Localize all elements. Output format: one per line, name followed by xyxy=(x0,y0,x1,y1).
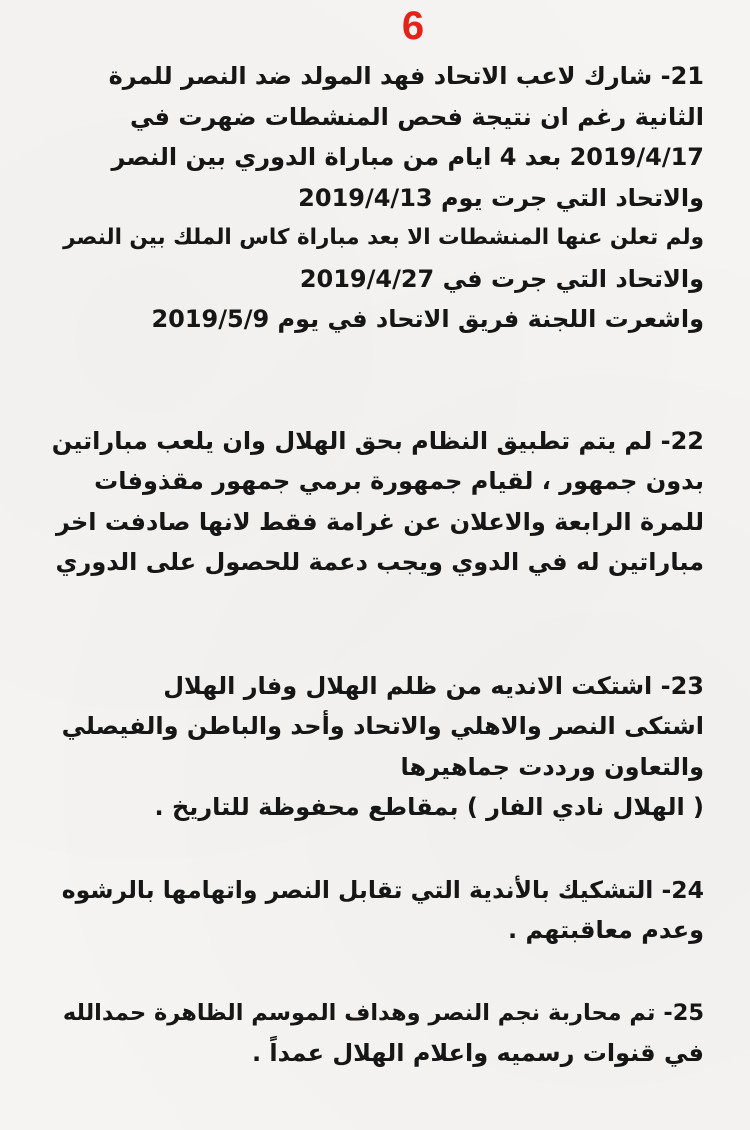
text-line: اشتكى النصر والاهلي والاتحاد وأحد والباطن والفيصلي xyxy=(61,712,704,740)
document-body xyxy=(50,56,704,1074)
text-line: واشعرت اللجنة فريق الاتحاد في يوم 2019/5/9 xyxy=(151,305,704,333)
text-line: في قنوات رسميه واعلام الهلال عمداً . xyxy=(251,1039,704,1067)
text-line: والاتحاد التي جرت يوم 2019/4/13 xyxy=(298,183,704,212)
text-line: 25- تم محاربة نجم النصر وهداف الموسم الظاهرة حمدالله xyxy=(62,999,704,1026)
text-line: 24- التشكيك بالأندية التي تقابل النصر واتهامها بالرشوه xyxy=(61,875,704,904)
paragraph-spacer xyxy=(50,340,704,421)
paragraph-spacer xyxy=(50,828,704,870)
text-line: الثانية رغم ان نتيجة فحص المنشطات ضهرت في xyxy=(130,102,704,131)
paragraph-25 xyxy=(50,993,704,1074)
text-line: 22- لم يتم تطبيق النظام بحق الهلال وان يلعب مباراتين xyxy=(51,426,704,455)
text-line: والتعاون ورددت جماهيرها xyxy=(400,752,704,781)
text-line: 2019/4/17 بعد 4 ايام من مباراة الدوري بين النصر xyxy=(111,143,704,171)
text-line: 21- شارك لاعب الاتحاد فهد المولد ضد النصر للمرة xyxy=(108,62,704,90)
paragraph-spacer xyxy=(50,951,704,993)
paragraph-22 xyxy=(50,421,704,583)
text-line: وعدم معاقبتهم . xyxy=(508,916,704,944)
text-line: بدون جمهور ، لقيام جمهورة برمي جمهور مقذوفات xyxy=(94,467,704,495)
text-line: والاتحاد التي جرت في 2019/4/27 xyxy=(299,264,704,293)
text-line: 23- اشتكت الانديه من ظلم الهلال وفار الهلال xyxy=(163,671,704,700)
paragraph-spacer xyxy=(50,583,704,666)
text-line: ( الهلال نادي الفار ) بمقاطع محفوظة للتاريخ . xyxy=(154,793,704,821)
text-line: للمرة الرابعة والاعلان عن غرامة فقط لانها صادفت اخر xyxy=(56,507,704,536)
text-line: مباراتين له في الدوي ويجب دعمة للحصول على الدوري xyxy=(55,548,704,576)
text-line: ولم تعلن عنها المنشطات الا بعد مباراة كاس الملك بين النصر xyxy=(63,225,704,250)
paragraph-21 xyxy=(50,56,704,340)
page-number: 6 xyxy=(401,4,425,48)
paragraph-24 xyxy=(50,870,704,951)
paragraph-23 xyxy=(50,666,704,828)
